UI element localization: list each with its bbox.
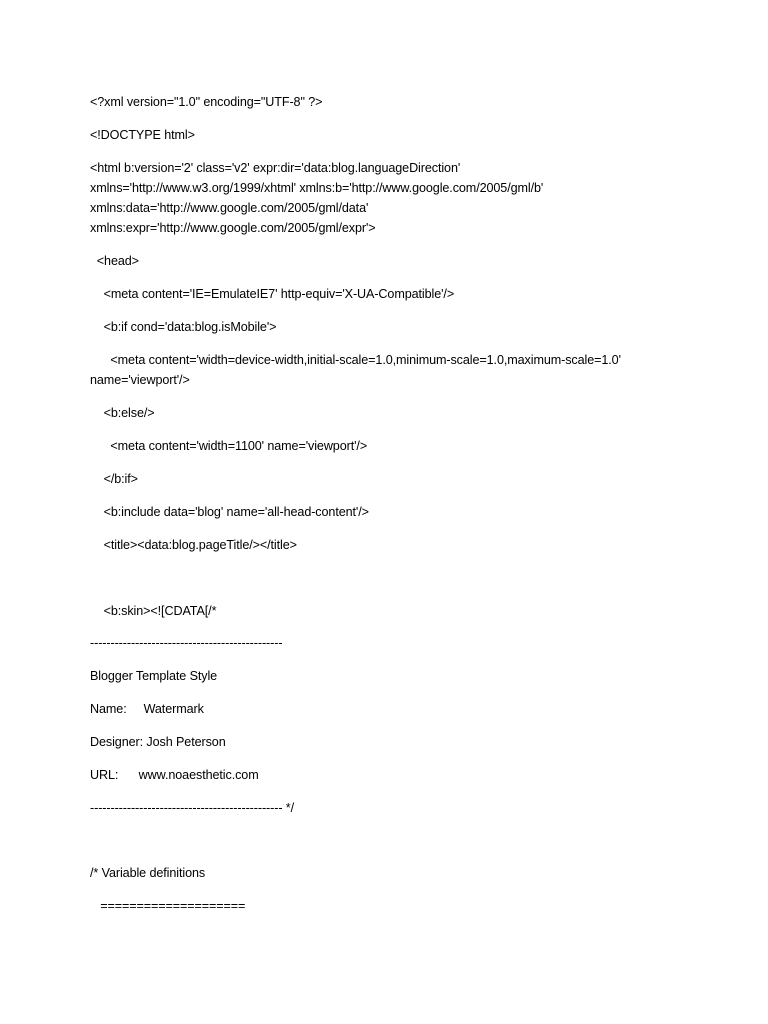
doc-line-title: <title><data:blog.pageTitle/></title>: [90, 538, 297, 552]
doc-line-rule-bottom: ----------------------------------------------- */: [90, 801, 295, 815]
doc-line-bif-close: </b:if>: [90, 472, 138, 486]
doc-line-meta-ie: <meta content='IE=EmulateIE7' http-equiv='X-UA-Compatible'/>: [90, 287, 455, 301]
doc-line-xmlns-expr: xmlns:expr='http://www.google.com/2005/gml/expr'>: [90, 221, 376, 235]
doc-line-head: <head>: [90, 254, 139, 268]
doc-line-meta-viewport: <meta content='width=device-width,initial-scale=1.0,minimum-scale=1.0,maximum-scale=1.0': [90, 353, 621, 367]
doc-line-html-open: <html b:version='2' class='v2' expr:dir='data:blog.languageDirection': [90, 161, 461, 175]
doc-line-xmlns-data: xmlns:data='http://www.google.com/2005/gml/data': [90, 201, 369, 215]
doc-line-designer: Designer: Josh Peterson: [90, 735, 226, 749]
doc-line-belse: <b:else/>: [90, 406, 155, 420]
doc-line-xml-declaration: <?xml version="1.0" encoding="UTF-8" ?>: [90, 95, 323, 109]
doc-line-bskin: <b:skin><![CDATA[/*: [90, 604, 217, 618]
doc-line-binclude: <b:include data='blog' name='all-head-content'/>: [90, 505, 369, 519]
doc-line-equals-rule: ====================: [90, 899, 246, 913]
doc-line-viewport-name: name='viewport'/>: [90, 373, 190, 387]
doc-line-doctype: <!DOCTYPE html>: [90, 128, 195, 142]
doc-line-url: URL: www.noaesthetic.com: [90, 768, 259, 782]
doc-line-bif: <b:if cond='data:blog.isMobile'>: [90, 320, 277, 334]
doc-line-name: Name: Watermark: [90, 702, 204, 716]
doc-line-template-style: Blogger Template Style: [90, 669, 218, 683]
doc-line-variable-defs: /* Variable definitions: [90, 866, 206, 880]
doc-line-rule-top: -----------------------------------------------: [90, 636, 283, 650]
doc-line-xmlns: xmlns='http://www.w3.org/1999/xhtml' xmlns:b='http://www.google.com/2005/gml/b': [90, 181, 544, 195]
doc-line-meta-width: <meta content='width=1100' name='viewport'/>: [90, 439, 368, 453]
